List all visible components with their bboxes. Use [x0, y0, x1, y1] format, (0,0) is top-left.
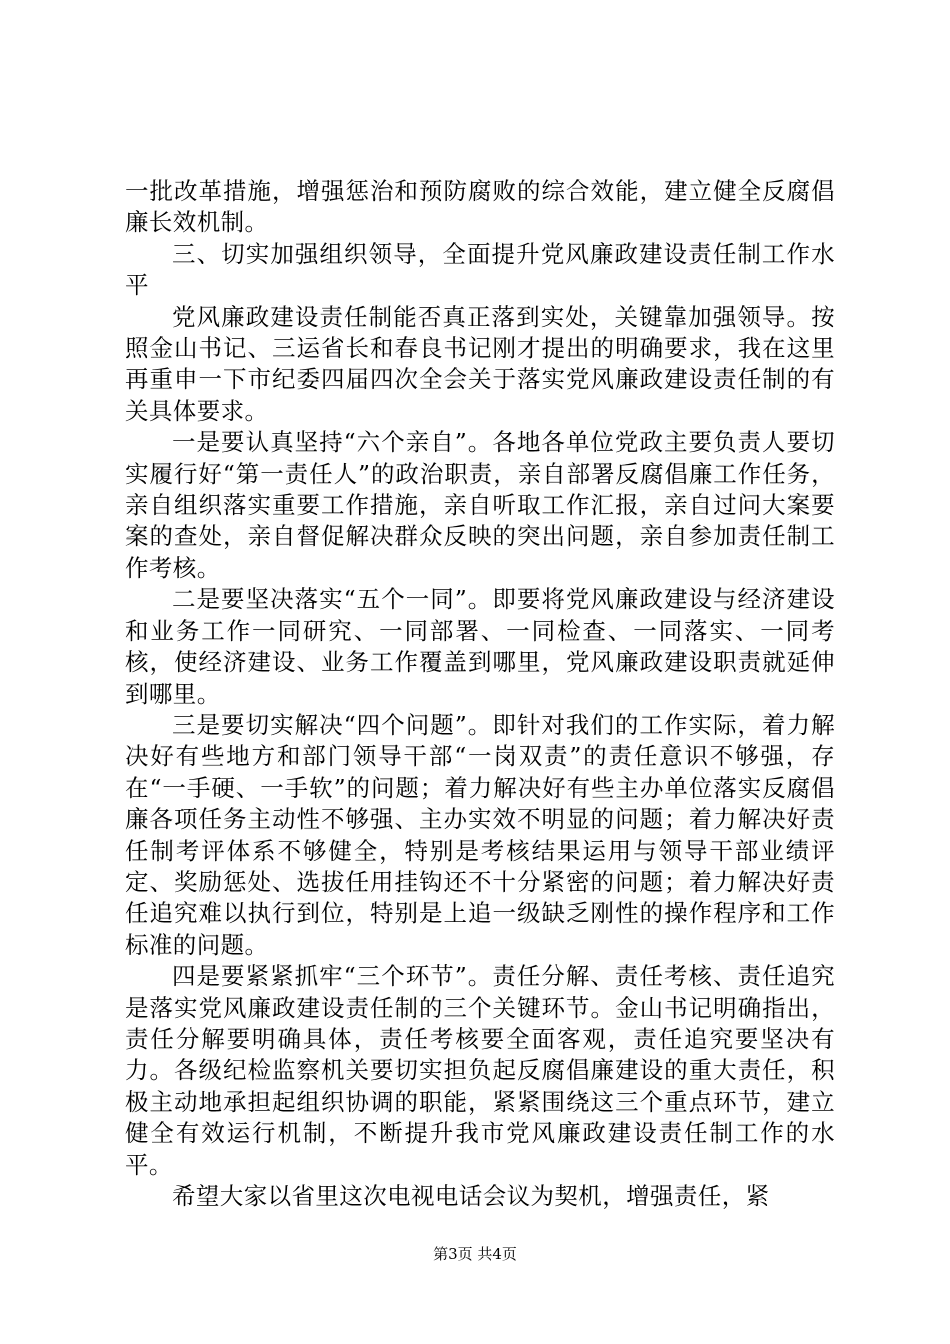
paragraph: 党风廉政建设责任制能否真正落到实处，关键靠加强领导。按照金山书记、三运省长和春良书记刚才提出的明确要求，我在这里再重申一下市纪委四届四次全会关于落实党风廉政建设责任制的有关具体要求。 — [125, 302, 835, 425]
page-footer — [0, 1244, 950, 1264]
paragraph: 四是要紧紧抓牢“三个环节”。责任分解、责任考核、责任追究是落实党风廉政建设责任制的三个关键环节。金山书记明确指出，责任分解要明确具体，责任考核要全面客观，责任追究要坚决有力。各级纪检监察机关要切实担负起反腐倡廉建设的重大责任，积极主动地承担起组织协调的职能，紧紧围绕这三个重点环节，建立健全有效运行机制，不断提升我市党风廉政建设责任制工作的水平。 — [125, 962, 835, 1179]
paragraph-continuation: 一批改革措施，增强惩治和预防腐败的综合效能，建立健全反腐倡廉长效机制。 — [125, 177, 835, 237]
paragraph-truncated: 希望大家以省里这次电视电话会议为契机，增强责任，紧 — [172, 1182, 770, 1210]
paragraph: 一是要认真坚持“六个亲自”。各地各单位党政主要负责人要切实履行好“第一责任人”的政治职责，亲自部署反腐倡廉工作任务，亲自组织落实重要工作措施，亲自听取工作汇报，亲自过问大案要案的查处，亲自督促解决群众反映的突出问题，亲自参加责任制工作考核。 — [125, 428, 835, 582]
document-body — [125, 176, 835, 1212]
section-heading: 三、切实加强组织领导，全面提升党风廉政建设责任制工作水平 — [125, 239, 835, 300]
paragraph: 二是要坚决落实“五个一同”。即要将党风廉政建设与经济建设和业务工作一同研究、一同部署、一同检查、一同落实、一同考核，使经济建设、业务工作覆盖到哪里，党风廉政建设职责就延伸到哪里。 — [125, 585, 835, 708]
page-number-label: 第3页 共4页 — [433, 1245, 517, 1263]
paragraph: 三是要切实解决“四个问题”。即针对我们的工作实际，着力解决好有些地方和部门领导干部“一岗双责”的责任意识不够强，存在“一手硬、一手软”的问题；着力解决好有些主办单位落实反腐倡廉各项任务主动性不够强、主办实效不明显的问题；着力解决好责任制考评体系不够健全，特别是考核结果运用与领导干部业绩评定、奖励惩处、选拔任用挂钩还不十分紧密的问题；着力解决好责任追究难以执行到位，特别是上追一级缺乏刚性的操作程序和工作标准的问题。 — [125, 710, 835, 959]
